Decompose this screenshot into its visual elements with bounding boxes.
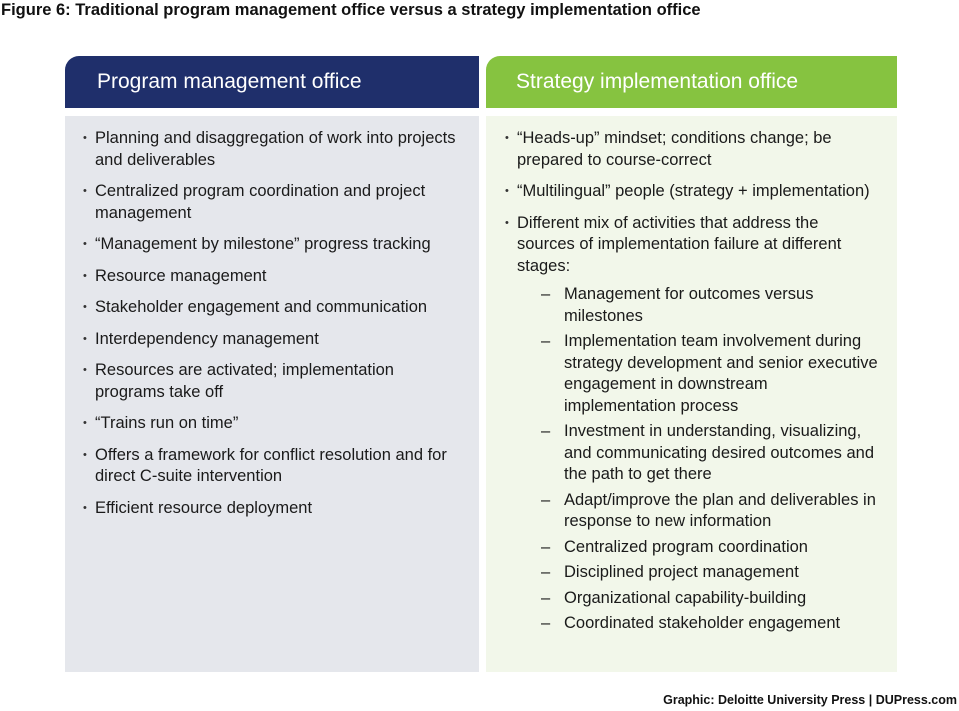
bullet-icon: • (83, 238, 87, 250)
dash-icon: – (541, 588, 551, 607)
dash-icon: – (541, 537, 551, 556)
bullet-icon: • (83, 417, 87, 429)
list-item (83, 445, 459, 488)
program-management-list (65, 116, 479, 519)
list-item-text: Resources are activated; implementation programs take off (95, 361, 394, 401)
list-item (83, 329, 459, 351)
list-item-text: “Multilingual” people (strategy + implementation) (517, 182, 870, 200)
list-item-text: Interdependency management (95, 329, 319, 348)
bullet-icon: • (83, 185, 87, 197)
dash-icon: – (541, 332, 551, 350)
bullet-icon: • (83, 269, 87, 282)
program-management-office-panel (65, 56, 479, 517)
sublist-item-text: Management for outcomes versus milestones (564, 285, 814, 325)
dash-icon: – (541, 614, 551, 632)
panel-body-program-management (65, 116, 479, 672)
list-item-text: Different mix of activities that address the sources of implementation failure at different stages: (517, 213, 842, 275)
sublist-item-text: Investment in understanding, visualizing, and communicating desired outcomes and the path to get there (564, 422, 875, 483)
sublist-item (541, 490, 879, 533)
bullet-icon: • (505, 216, 509, 229)
panel-header-program-management: Program management office (65, 56, 479, 108)
sublist-item (541, 562, 879, 584)
sublist-item (541, 613, 879, 635)
list-item-text: Stakeholder engagement and communication (95, 298, 428, 316)
list-item (83, 128, 459, 171)
dash-icon: – (541, 490, 551, 509)
strategy-implementation-office-panel (486, 56, 897, 632)
list-item-text: “Trains run on time” (95, 414, 239, 432)
list-item (505, 128, 879, 171)
bullet-icon: • (83, 132, 87, 144)
dash-icon: – (541, 563, 551, 581)
list-item (83, 266, 459, 288)
bullet-icon: • (83, 501, 87, 514)
list-item (83, 181, 459, 224)
bullet-icon: • (83, 448, 87, 461)
sublist-item (541, 588, 879, 610)
list-item (505, 181, 879, 203)
dash-icon: – (541, 422, 551, 440)
sublist-item (541, 537, 879, 559)
sublist-item-text: Implementation team involvement during strategy development and senior executive engagement in downstream implementation process (564, 332, 878, 415)
sublist-item-text: Adapt/improve the plan and deliverables in response to new information (564, 490, 876, 530)
list-item (83, 297, 459, 319)
list-item (83, 413, 459, 435)
bullet-icon: • (83, 332, 87, 345)
list-item-text: Centralized program coordination and project management (95, 182, 426, 222)
bullet-icon: • (83, 301, 87, 313)
list-item-text: Efficient resource deployment (95, 498, 313, 517)
bullet-icon: • (505, 185, 509, 197)
list-item (83, 234, 459, 256)
sublist-item-text: Coordinated stakeholder engagement (564, 614, 841, 632)
figure-title: Figure 6: Traditional program management office versus a strategy implementation office (1, 1, 701, 19)
sublist-item-text: Organizational capability-building (564, 588, 807, 607)
dash-icon: – (541, 285, 551, 303)
list-item (83, 498, 459, 520)
list-item-text: Offers a framework for conflict resolution and for direct C-suite intervention (95, 445, 447, 485)
list-item (83, 360, 459, 403)
source-credit: Graphic: Deloitte University Press | DUPress.com (663, 693, 957, 707)
sublist-item-text: Disciplined project management (564, 563, 799, 581)
list-item-text: “Heads-up” mindset; conditions change; be prepared to course-correct (517, 129, 832, 169)
panel-body-strategy-implementation (486, 116, 897, 672)
list-item-text: Resource management (95, 266, 267, 285)
bullet-icon: • (83, 364, 87, 376)
activities-sublist (517, 284, 879, 635)
list-item (505, 213, 879, 635)
sublist-item (541, 331, 879, 417)
sublist-item-text: Centralized program coordination (564, 537, 808, 556)
bullet-icon: • (505, 132, 509, 144)
sublist-item (541, 421, 879, 486)
list-item-text: Planning and disaggregation of work into projects and deliverables (95, 129, 456, 169)
panel-header-strategy-implementation: Strategy implementation office (486, 56, 897, 108)
strategy-implementation-list (486, 116, 897, 635)
list-item-text: “Management by milestone” progress tracking (95, 235, 431, 253)
sublist-item (541, 284, 879, 327)
